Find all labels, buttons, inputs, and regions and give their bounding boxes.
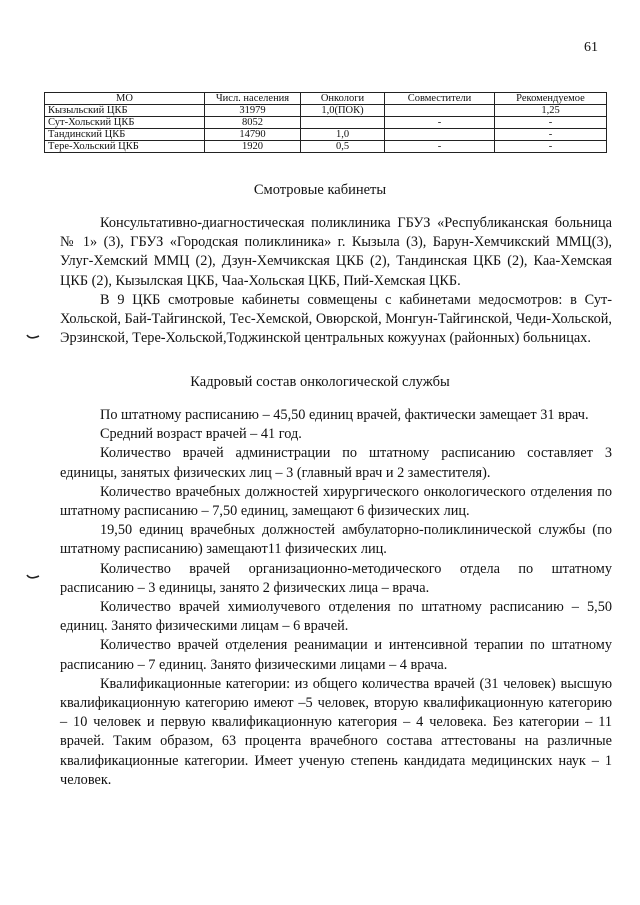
paragraph: По штатному расписанию – 45,50 единиц врачей, фактически замещает 31 врач. xyxy=(100,407,589,423)
page-number: 61 xyxy=(584,40,598,55)
header-cell: Числ. населения xyxy=(205,93,301,105)
header-cell: Совместители xyxy=(385,93,495,105)
header-cell: Рекомендуемое xyxy=(495,93,607,105)
table-cell: 31979 xyxy=(205,105,301,117)
table-cell: - xyxy=(495,129,607,141)
table-cell: 1920 xyxy=(205,141,301,153)
table-cell: - xyxy=(495,117,607,129)
table-row xyxy=(45,117,607,129)
table-cell: 8052 xyxy=(205,117,301,129)
paragraph: Консультативно-диагностическая поликлиника ГБУЗ «Республиканская больница № 1» (3), ГБУЗ «Городская поликлиника» г. Кызыла (3), Барун-Хемчикский ММЦ(3), Улуг-Хемский ММЦ (2), Дзун-Хемчикская ЦКБ (2), Тандинская ЦКБ (2), Каа-Хемская ЦКБ (2), Кызылская ЦКБ, Чаа-Хольская ЦКБ, Пий-Хемская ЦКБ. xyxy=(60,215,612,289)
table-cell: - xyxy=(385,117,495,129)
table-cell: 14790 xyxy=(205,129,301,141)
table-row xyxy=(45,105,607,117)
table-cell: 1,25 xyxy=(495,105,607,117)
paragraph: Количество врачей администрации по штатному расписанию составляет 3 единицы, занятых физических лиц – 3 (главный врач и 2 заместителя). xyxy=(60,445,612,481)
table-cell xyxy=(385,129,495,141)
table-cell: Тандинский ЦКБ xyxy=(45,129,205,141)
paragraph: Количество врачей химиолучевого отделения по штатному расписанию – 5,50 единиц. Занято физическими лицам – 6 врачей. xyxy=(60,599,612,635)
staffing-table-wrap xyxy=(44,92,606,153)
paragraph: Средний возраст врачей – 41 год. xyxy=(100,426,302,443)
margin-checkmark-icon xyxy=(26,333,40,341)
margin-checkmark-icon xyxy=(26,573,40,581)
table-cell: Tере-Хольский ЦКБ xyxy=(45,141,205,153)
table-cell: 1,0(ПОК) xyxy=(301,105,385,117)
section-body-staffing xyxy=(60,406,612,790)
table-cell: Сут-Хольский ЦКБ xyxy=(45,117,205,129)
table-row xyxy=(45,141,607,153)
table-cell: 0,5 xyxy=(301,141,385,153)
table-cell: - xyxy=(385,141,495,153)
table-cell: Кызыльский ЦКБ xyxy=(45,105,205,117)
paragraph: Количество врачей организационно-методического отдела по штатному расписанию – 3 единицы, занято 2 физических лица – врача. xyxy=(60,560,612,596)
section-body-screening-rooms xyxy=(60,214,612,348)
section-title-screening-rooms: Смотровые кабинеты xyxy=(253,182,387,198)
table-cell xyxy=(385,105,495,117)
table-header-row xyxy=(45,93,607,105)
header-cell: Онкологи xyxy=(301,93,385,105)
table-row xyxy=(45,129,607,141)
paragraph: Количество врачебных должностей хирургического онкологического отделения по штатному расписанию – 7,50 единиц, замещают 6 физических лиц. xyxy=(60,483,612,520)
table-cell: - xyxy=(495,141,607,153)
paragraph: Количество врачей отделения реанимации и интенсивной терапии по штатному расписанию – 7 единиц. Занято физическими лицами – 4 врача. xyxy=(60,637,612,673)
table-cell: 1,0 xyxy=(301,129,385,141)
table-cell xyxy=(301,117,385,129)
section-title-staffing: Кадровый состав онкологической службы xyxy=(190,374,450,390)
header-cell: МО xyxy=(45,93,205,105)
paragraph: В 9 ЦКБ смотровые кабинеты совмещены с кабинетами медосмотров: в Сут-Хольской, Бай-Тайгинской, Тес-Хемской, Овюрской, Монгун-Тайгинской, Чеди-Хольской, Эрзинской, Tере-Хольской,Тоджинской центральных кожуунах (районных) больницах. xyxy=(60,291,612,347)
staffing-table xyxy=(44,92,607,153)
paragraph: Квалификационные категории: из общего количества врачей (31 человек) высшую квалификационную категорию имеют –5 человек, вторую квалификационную категорию – 10 человек и первую квалификационную категория – 4 человека. Без категории – 11 врачей. Таким образом, 63 процента врачебного состава аттестованы на различные квалификационные категории. Имеет ученую степень кандидата медицинских наук – 1 человек. xyxy=(60,675,612,788)
paragraph: 19,50 единиц врачебных должностей амбулаторно-поликлинической службы (по штатному расписанию) замещают11 физических лиц. xyxy=(60,522,612,558)
